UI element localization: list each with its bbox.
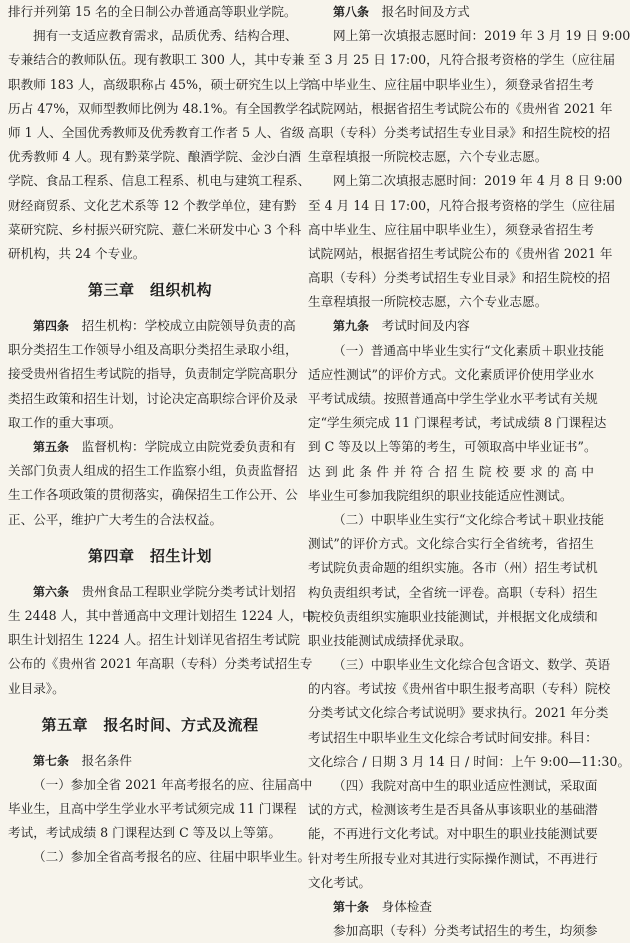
line-text: 测试”的评价方式。文化综合实行全省统考，省招生 <box>308 536 594 552</box>
text-line <box>8 0 297 24</box>
text-line <box>308 701 609 725</box>
line-text: （四）我院对高中生的职业适应性测试，采取面 <box>333 778 598 793</box>
line-text: 菜研究院、乡村振兴研究院、薏仁米研发中心 3 个科 <box>8 221 302 237</box>
text-line <box>8 749 292 773</box>
line-text: 排行并列第 15 名的全日制公办普通高等职业学院。 <box>8 4 297 19</box>
text-line <box>308 895 594 919</box>
line-text: 高中毕业生、应往届中职毕业生），须登录省招生考 <box>308 76 594 92</box>
line-text: 考试时间及内容 <box>369 318 470 334</box>
line-text: 生工作各项政策的贯彻落实，确保招生工作公开、公 <box>8 487 298 503</box>
text-line <box>308 798 598 822</box>
line-text: 优秀教师 4 人。现有黔菜学院、酿酒学院、金沙白酒 <box>8 149 302 165</box>
text-line <box>308 290 594 314</box>
article-title: 第十条 <box>333 899 370 914</box>
line-text: 毕业生，且高中学生学业水平考试须完成 11 门课程 <box>8 801 297 817</box>
text-line <box>308 629 594 653</box>
line-text: 适应性测试”的评价方式。文化素质评价使用学业水 <box>308 366 594 382</box>
line-text: 职业技能测试成绩择优录取。 <box>308 632 472 648</box>
text-line <box>8 652 313 676</box>
line-text: 学院、食品工程系、信息工程系、机电与建筑工程系、 <box>8 173 311 189</box>
text-line <box>8 362 298 386</box>
text-line <box>8 121 305 145</box>
text-line <box>8 459 298 483</box>
text-line <box>8 508 292 532</box>
line-text: （一）参加全省 2021 年高考报名的应、往届高中 <box>33 776 313 792</box>
text-line <box>308 387 598 411</box>
line-text: 拥有一支适应教育需求，品质优秀、结构合理、 <box>33 28 298 44</box>
line-text: 招生机构：学校成立由院领导负责的高 <box>69 318 296 334</box>
text-line <box>308 169 623 193</box>
line-text: 的内容。考试按《贵州省中职生报考高职（专科）院校 <box>308 681 611 697</box>
line-text: （三）中职毕业生文化综合包含语文、数学、英语 <box>333 657 611 673</box>
text-line <box>308 339 604 363</box>
text-line <box>308 726 598 750</box>
line-text: 财经商贸系、文化艺术系等 12 个教学单位，建有黔 <box>8 197 297 213</box>
text-line <box>308 460 594 484</box>
article-title: 第六条 <box>33 584 70 599</box>
line-text: 历占 47%，双师型教师比例为 48.1%。有全国教学名 <box>8 100 311 116</box>
line-text: （一）普通高中毕业生实行“文化素质＋职业技能 <box>333 342 604 358</box>
text-line <box>8 73 312 97</box>
text-line <box>308 363 594 387</box>
line-text: 报名条件 <box>69 752 132 768</box>
chapter-heading: 第四章 招生计划 <box>87 546 212 565</box>
line-text: 网上第二次填报志愿时间：2019 年 4 月 8 日 9:00 <box>333 173 623 189</box>
text-line <box>8 604 315 628</box>
text-line <box>308 822 598 846</box>
line-text: 公布的《贵州省 2021 年高职（专科）分类考试招生专 <box>8 656 313 672</box>
text-line <box>308 919 598 943</box>
line-text: 针对考生所报专业对其进行实际操作测试，不再进行 <box>308 850 598 866</box>
article-title: 第八条 <box>333 5 370 19</box>
text-line <box>8 314 296 338</box>
text-line <box>308 653 611 677</box>
text-line <box>308 847 598 871</box>
line-text: 生章程填报一所院校志愿，六个专业志愿。 <box>308 294 548 310</box>
right-column <box>308 0 630 943</box>
line-text: （二）参加全省高考报名的应、往届中职毕业生。 <box>33 849 311 865</box>
line-text: 考试院负责命题的组织实施。各市（州）招生考试机 <box>308 560 598 576</box>
line-text: 定“学生须完成 11 门课程考试，考试成绩 8 门课程达 <box>308 415 607 431</box>
line-text: 至 4 月 14 日 17:00，凡符合报考资格的学生（应往届 <box>308 197 616 213</box>
text-line <box>308 97 613 121</box>
text-line <box>308 532 594 556</box>
line-text: 平考试成绩。按照普通高中学生学业水平考试有关规 <box>308 391 598 406</box>
line-text: 考试，考试成绩 8 门课程达到 C 等及以上等第。 <box>8 825 281 841</box>
text-line <box>8 97 311 121</box>
chapter-heading: 第三章 组织机构 <box>87 281 212 300</box>
text-line <box>8 677 292 701</box>
text-line <box>308 218 594 242</box>
line-text: 院校负责组织实施职业技能测试，并根据文化成绩和 <box>308 608 598 624</box>
line-text: 类招生政策和招生计划，讨论决定高职综合评价及录 <box>8 390 298 406</box>
text-line <box>308 242 613 266</box>
text-line <box>8 48 305 72</box>
line-text: 至 3 月 25 日 17:00，凡符合报考资格的学生（应往届 <box>308 52 616 68</box>
line-text: 参加高职（专科）分类考试招生的考生，均须参 <box>333 923 598 939</box>
text-line <box>308 24 630 48</box>
line-text: 网上第一次填报志愿时间：2019 年 3 月 19 日 9:00 <box>333 28 630 44</box>
line-text: 取工作的重大事项。 <box>8 414 122 430</box>
text-line <box>308 581 598 605</box>
chapter-heading: 第五章 报名时间、方式及流程 <box>41 715 259 734</box>
text-line <box>308 435 597 459</box>
text-line <box>308 508 604 532</box>
left-column <box>8 0 315 870</box>
text-line <box>8 773 313 797</box>
text-line <box>308 314 594 338</box>
text-line <box>308 556 598 580</box>
text-line <box>8 242 292 266</box>
text-line <box>8 387 298 411</box>
text-line <box>8 169 311 193</box>
text-line <box>8 194 297 218</box>
line-text: 考试招生中职毕业生文化综合考试时间安排。科目： <box>308 729 598 745</box>
line-text: 监督机构：学院成立由院党委负责和有 <box>69 439 296 454</box>
line-text: 高职（专科）分类考试招生专业目录》和招生院校的招 <box>308 124 611 140</box>
text-line <box>308 121 611 145</box>
text-line <box>308 194 616 218</box>
text-line <box>308 0 594 24</box>
line-text: 文化综合 / 日期 3 月 14 日 / 时间：上午 9:00—11:30。 <box>308 753 630 769</box>
line-text: 试院网站，根据省招生考试院公布的《贵州省 2021 年 <box>308 100 613 116</box>
article-title: 第五条 <box>33 440 70 454</box>
line-text: 业目录》。 <box>8 680 65 696</box>
text-line <box>8 580 296 604</box>
line-text: 生章程填报一所院校志愿，六个专业志愿。 <box>308 149 548 165</box>
line-text: 职教师 183 人，高级职称占 45%，硕士研究生以上学 <box>8 76 312 92</box>
line-text: 高职（专科）分类考试招生专业目录》和招生院校的招 <box>308 270 611 286</box>
article-title: 第四条 <box>33 319 70 334</box>
line-text: 到 C 等及以上等第的考生，可领取高中毕业证书”。 <box>308 439 597 455</box>
line-text: 师 1 人、全国优秀教师及优秀教育工作者 5 人、省级 <box>8 124 305 140</box>
line-text: 接受贵州省招生考试院的指导，负责制定学院高职分 <box>8 366 298 382</box>
text-line <box>308 411 607 435</box>
line-text: 试院网站，根据省招生考试院公布的《贵州省 2021 年 <box>308 245 613 261</box>
line-text: 构负责组织考试，全省统一评卷。高职（专科）招生 <box>308 584 598 600</box>
line-text: 贵州食品工程职业学院分类考试计划招 <box>69 583 296 599</box>
article-title: 第九条 <box>333 319 370 334</box>
text-line <box>8 218 302 242</box>
text-line <box>308 484 594 508</box>
line-text: 高中毕业生、应往届中职毕业生），须登录省招生考 <box>308 221 594 237</box>
line-text: 研机构，共 24 个专业。 <box>8 245 146 261</box>
text-line <box>308 750 630 774</box>
text-line <box>8 483 298 507</box>
text-line <box>8 797 297 821</box>
text-line <box>308 871 594 895</box>
text-line <box>8 338 298 362</box>
line-text: 毕业生可参加我院组织的职业技能适应性测试。 <box>308 487 573 503</box>
text-line <box>308 266 611 290</box>
line-text: 职分类招生工作领导小组及高职分类招生录取小组， <box>8 342 298 358</box>
line-text: 生 2448 人，其中普通高中文理计划招生 1224 人，中 <box>8 607 315 623</box>
text-line <box>8 628 300 652</box>
text-line <box>308 48 616 72</box>
line-text: 正、公平，维护广大考生的合法权益。 <box>8 511 223 527</box>
line-text: （二）中职毕业生实行“文化综合考试＋职业技能 <box>333 511 604 527</box>
text-line <box>8 145 302 169</box>
line-text: 达到此条件并符合招生院校要求的高中 <box>308 463 594 479</box>
text-line <box>308 145 594 169</box>
text-line <box>8 411 292 435</box>
text-line <box>8 24 298 48</box>
article-title: 第七条 <box>33 753 70 768</box>
text-line <box>8 821 292 845</box>
line-text: 报名时间及方式 <box>369 4 470 19</box>
line-text: 关部门负责人组成的招生工作监察小组，负责监督招 <box>8 463 298 479</box>
line-text: 身体检查 <box>369 898 432 914</box>
text-line <box>308 677 611 701</box>
text-line <box>308 774 598 798</box>
text-line <box>308 73 594 97</box>
text-line <box>308 605 598 629</box>
line-text: 专兼结合的教师队伍。现有教职工 300 人，其中专兼 <box>8 52 305 68</box>
line-text: 文化考试。 <box>308 874 371 890</box>
line-text: 职生计划招生 1224 人。招生计划详见省招生考试院 <box>8 632 300 648</box>
line-text: 试的方式，检测该考生是否具备从事该职业的基础潜 <box>308 802 598 818</box>
text-line <box>8 435 296 459</box>
text-line <box>8 845 311 869</box>
line-text: 分类考试文化综合考试说明》要求执行。2021 年分类 <box>308 705 609 721</box>
line-text: 能，不再进行文化考试。对中职生的职业技能测试要 <box>308 826 598 842</box>
